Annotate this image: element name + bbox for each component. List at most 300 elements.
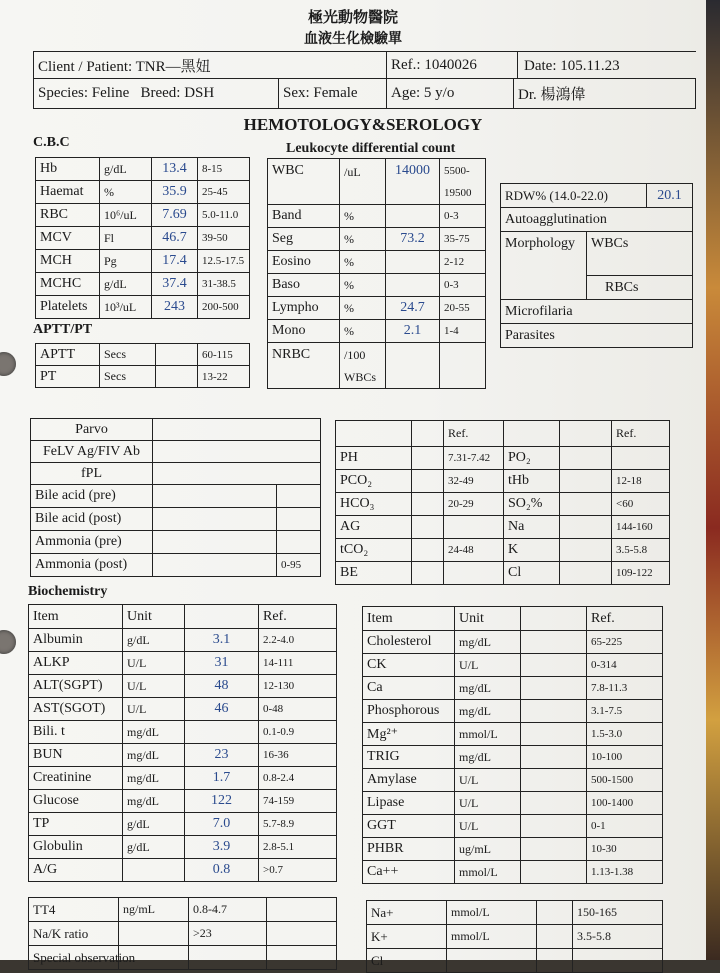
bottom-row [29,946,337,970]
biochem-row [29,675,337,698]
serology-item: Parvo [31,419,153,441]
biochem-value [521,746,587,769]
gas-item: K [504,539,560,562]
biochem-item: GGT [363,815,455,838]
bottom-ref [573,949,663,973]
bile-ref [277,485,321,508]
biochem-row [29,698,337,721]
cbc-value: 46.7 [152,227,198,250]
biochem-unit: U/L [123,652,185,675]
cbc-item: RBC [36,204,100,227]
gas-h-value2 [560,421,612,447]
leuko-unit: % [340,205,386,228]
coag-unit: Secs [100,366,156,388]
biochem-value [521,838,587,861]
cbc-ref: 12.5-17.5 [198,250,250,273]
biochem-unit: U/L [455,769,521,792]
gas-item: BE [336,562,412,585]
biochem-value [521,861,587,884]
biochem-left-table [28,604,337,882]
biochem-row [29,629,337,652]
cbc-row [36,273,250,296]
biochem-item: Amylase [363,769,455,792]
report-date: Date: 105.11.23 [517,52,695,78]
biochem-ref: 12-130 [259,675,337,698]
bottom-row [29,898,337,922]
bottom-item: Na/K ratio [29,922,119,946]
bottom-item: K+ [367,925,447,949]
gas-item: PO₂ [504,447,560,470]
gas-ref [612,447,670,470]
serology-result [153,441,321,463]
biochem-ref: 0-314 [587,654,663,677]
serology-table [30,418,321,577]
biochem-row [29,744,337,767]
rdw-value: 20.1 [647,184,693,208]
coag-unit: Secs [100,344,156,366]
biochem-ref: 5.7-8.9 [259,813,337,836]
biochem-item: Globulin [29,836,123,859]
serology-item: fPL [31,463,153,485]
gas-item: SO₂% [504,493,560,516]
leuko-unit: % [340,320,386,343]
bile-value [153,531,277,554]
bile-ref [277,508,321,531]
bottom-right-table [366,900,663,973]
biochem-item: BUN [29,744,123,767]
bile-item: Ammonia (pre) [31,531,153,554]
bottom-value [267,898,337,922]
biochem-item: A/G [29,859,123,882]
coag-ref: 60-115 [198,344,250,366]
biochem-ref: 3.1-7.5 [587,700,663,723]
species-breed [34,79,279,109]
biochem-item: ALT(SGPT) [29,675,123,698]
bottom-value [537,925,573,949]
nrbc-item: NRBC [268,343,340,389]
wbc-value: 14000 [386,159,440,205]
coag-item: PT [36,366,100,388]
biochem-item: TRIG [363,746,455,769]
biochem-unit: U/L [123,675,185,698]
serology-row [31,463,321,485]
coag-row [36,366,250,388]
bottom-item: Na+ [367,901,447,925]
nrbc-value [386,343,440,389]
cbc-unit: g/dL [100,273,152,296]
biochem-h-item: Item [363,607,455,631]
gas-value [412,562,444,585]
bottom-unit [119,922,189,946]
biochem-header [363,607,663,631]
gas-value [412,539,444,562]
serology-result [153,463,321,485]
ref-number: Ref.: 1040026 [387,52,696,79]
gas-ref: 3.5-5.8 [612,539,670,562]
bile-value [153,485,277,508]
biochem-h-value [521,607,587,631]
cbc-ref: 8-15 [198,158,250,181]
biochem-value: 31 [185,652,259,675]
biochem-unit [123,859,185,882]
biochem-item: Lipase [363,792,455,815]
biochem-item: Ca [363,677,455,700]
biochem-unit: mg/dL [455,746,521,769]
bloodgas-table [335,420,670,585]
leuko-ref: 2-12 [440,251,486,274]
cbc-ref: 31-38.5 [198,273,250,296]
gas-value [560,562,612,585]
leuko-value [386,205,440,228]
gas-value [560,516,612,539]
gas-h-value [412,421,444,447]
cbc-row [36,250,250,273]
leuko-row [268,228,486,251]
biochem-value [521,792,587,815]
nrbc-ref [440,343,486,389]
coag-row [36,344,250,366]
breed: Breed: DSH [140,85,215,101]
biochem-value: 7.0 [185,813,259,836]
bile-item: Bile acid (pre) [31,485,153,508]
biochem-ref: 14-111 [259,652,337,675]
biochem-value [521,631,587,654]
biochem-ref: 0.8-2.4 [259,767,337,790]
coag-table [35,343,250,388]
biochem-row [29,813,337,836]
biochem-value [521,700,587,723]
cbc-item: Haemat [36,181,100,204]
nrbc-unit [340,343,386,389]
biochem-item: CK [363,654,455,677]
biochem-h-unit: Unit [455,607,521,631]
leuko-ref: 20-55 [440,297,486,320]
wbc-ref-low: 5500- [444,164,470,177]
biochem-value [185,721,259,744]
cbc-ref: 25-45 [198,181,250,204]
gas-value [560,493,612,516]
coag-heading: APTT/PT [33,322,93,337]
leuko-item: Baso [268,274,340,297]
biochem-unit: mmol/L [455,723,521,746]
biochem-row [363,631,663,654]
bile-ref: 0-95 [277,554,321,577]
biochem-unit: mg/dL [455,677,521,700]
gas-ref [444,562,504,585]
cbc-item: Hb [36,158,100,181]
leuko-ref: 1-4 [440,320,486,343]
leuko-item: Mono [268,320,340,343]
biochem-ref: 2.2-4.0 [259,629,337,652]
gas-item: tHb [504,470,560,493]
leuko-unit: % [340,274,386,297]
biochem-row [29,652,337,675]
biochem-h-ref: Ref. [587,607,663,631]
biochem-ref: 0-1 [587,815,663,838]
rdw-label: RDW% (14.0-22.0) [501,184,647,208]
gas-item: HCO₃ [336,493,412,516]
main-title: HEMOTOLOGY&SEROLOGY [243,115,483,134]
gas-ref: 12-18 [612,470,670,493]
cbc-value: 17.4 [152,250,198,273]
leuko-row [268,297,486,320]
bottom-unit: mmol/L [447,901,537,925]
leuko-item: Eosino [268,251,340,274]
doctor: Dr. 楊鴻偉 [514,79,696,109]
leuko-value: 24.7 [386,297,440,320]
species: Species: Feline [38,85,130,101]
biochem-unit: mg/dL [123,790,185,813]
biochem-right-table [362,606,663,884]
biochem-ref: 7.8-11.3 [587,677,663,700]
leuko-unit: % [340,251,386,274]
biochem-item: PHBR [363,838,455,861]
cbc-unit: Pg [100,250,152,273]
biochem-ref: 1.5-3.0 [587,723,663,746]
gas-h-item2 [504,421,560,447]
gas-h-item [336,421,412,447]
form-title: 血液生化檢驗單 [304,32,402,47]
biochem-ref: 2.8-5.1 [259,836,337,859]
biochem-unit: U/L [455,792,521,815]
cbc-ref: 5.0-11.0 [198,204,250,227]
biochem-value [521,677,587,700]
bile-value [153,554,277,577]
gas-ref: 32-49 [444,470,504,493]
gas-ref: <60 [612,493,670,516]
biochem-unit: g/dL [123,836,185,859]
gas-value [560,447,612,470]
biochem-row [363,838,663,861]
bottom-value [537,949,573,973]
cbc-row [36,227,250,250]
wbc-ref [440,159,486,205]
biochem-row [363,815,663,838]
morphology-label: Morphology [501,232,587,300]
bottom-item: Special observation [29,946,119,970]
biochem-h-ref: Ref. [259,605,337,629]
coag-item: APTT [36,344,100,366]
gas-value [560,539,612,562]
rdw-table [500,183,693,348]
biochem-item: Bili. t [29,721,123,744]
gas-h-ref: Ref. [444,421,504,447]
gas-h-ref2: Ref. [612,421,670,447]
biochem-ref: 10-30 [587,838,663,861]
biochem-header [29,605,337,629]
biochem-value [521,723,587,746]
gas-value [412,493,444,516]
bloodgas-row [336,562,670,585]
biochem-row [363,769,663,792]
biochem-item: TP [29,813,123,836]
gas-value [412,470,444,493]
biochem-ref: >0.7 [259,859,337,882]
cbc-heading: C.B.C [33,135,70,150]
biochem-unit: mg/dL [123,767,185,790]
biochem-unit: ug/mL [455,838,521,861]
morphology-rbcs: RBCs [587,276,693,300]
gas-ref: 24-48 [444,539,504,562]
leuko-value: 73.2 [386,228,440,251]
bottom-ref: >23 [189,922,267,946]
biochem-ref: 500-1500 [587,769,663,792]
leuko-value [386,251,440,274]
biochem-ref: 0-48 [259,698,337,721]
biochem-row [363,654,663,677]
leuko-row [268,274,486,297]
wbc-item: WBC [268,159,340,205]
cbc-row [36,296,250,319]
biochem-item: AST(SGOT) [29,698,123,721]
biochem-unit: U/L [455,654,521,677]
bile-value [153,508,277,531]
serology-result [153,419,321,441]
biochem-value: 122 [185,790,259,813]
biochem-row [29,790,337,813]
biochem-unit: U/L [455,815,521,838]
cbc-value: 13.4 [152,158,198,181]
biochem-unit: mg/dL [455,631,521,654]
gas-item: PH [336,447,412,470]
cbc-ref: 39-50 [198,227,250,250]
biochem-value [521,815,587,838]
cbc-item: Platelets [36,296,100,319]
wbc-row [268,159,486,205]
bottom-unit: ng/mL [119,898,189,922]
bottom-ref: 0.8-4.7 [189,898,267,922]
biochem-row [29,721,337,744]
biochem-row [363,792,663,815]
bottom-value [537,901,573,925]
biochem-ref: 0.1-0.9 [259,721,337,744]
cbc-row [36,181,250,204]
gas-value [560,470,612,493]
bile-item: Ammonia (post) [31,554,153,577]
leuko-unit: % [340,228,386,251]
cbc-unit: g/dL [100,158,152,181]
cbc-table [35,157,250,319]
biochem-unit: mg/dL [455,700,521,723]
biochem-value: 3.9 [185,836,259,859]
biochem-item: Mg²⁺ [363,723,455,746]
leuko-ref: 35-75 [440,228,486,251]
biochem-item: Phosphorous [363,700,455,723]
bloodgas-row [336,516,670,539]
bottom-item: TT4 [29,898,119,922]
biochem-h-value [185,605,259,629]
cbc-item: MCV [36,227,100,250]
cbc-value: 35.9 [152,181,198,204]
biochem-ref: 65-225 [587,631,663,654]
biochem-row [363,677,663,700]
leuko-item: Seg [268,228,340,251]
nrbc-unit-top: /100 [344,347,366,362]
bottom-row [367,901,663,925]
leuko-table [267,158,486,389]
serology-row [31,441,321,463]
autoagglutination-label: Autoagglutination [501,208,693,232]
gas-ref: 109-122 [612,562,670,585]
cbc-item: MCHC [36,273,100,296]
biochem-value: 0.8 [185,859,259,882]
cbc-value: 37.4 [152,273,198,296]
biochem-unit: g/dL [123,629,185,652]
cbc-ref: 200-500 [198,296,250,319]
gas-item: tCO₂ [336,539,412,562]
biochem-row [363,861,663,884]
biochem-unit: mmol/L [455,861,521,884]
bile-row [31,531,321,554]
gas-ref: 20-29 [444,493,504,516]
cbc-unit: Fl [100,227,152,250]
hospital-name: 極光動物醫院 [307,10,398,26]
biochem-value: 46 [185,698,259,721]
biochem-heading: Biochemistry [28,584,108,599]
cbc-row [36,158,250,181]
biochem-unit: mg/dL [123,744,185,767]
biochem-row [363,723,663,746]
bottom-ref: 3.5-5.8 [573,925,663,949]
biochem-row [29,859,337,882]
biochem-item: Creatinine [29,767,123,790]
serology-row [31,419,321,441]
biochem-ref: 100-1400 [587,792,663,815]
bile-row [31,508,321,531]
bottom-unit [447,949,537,973]
gas-ref: 7.31-7.42 [444,447,504,470]
biochem-item: Glucose [29,790,123,813]
biochem-value [521,769,587,792]
client-patient: Client / Patient: TNR—黑妞 [34,52,387,79]
cbc-unit: % [100,181,152,204]
leuko-ref: 0-3 [440,205,486,228]
wbc-unit: /uL [340,159,386,205]
biochem-item: ALKP [29,652,123,675]
gas-item: Na [504,516,560,539]
age: Age: 5 y/o [387,79,514,109]
biochem-ref: 10-100 [587,746,663,769]
biochem-ref: 1.13-1.38 [587,861,663,884]
cbc-unit: 10³/uL [100,296,152,319]
biochem-item: Albumin [29,629,123,652]
bottom-unit: mmol/L [447,925,537,949]
gas-value [412,447,444,470]
bottom-left-table [28,897,337,970]
bile-item: Bile acid (post) [31,508,153,531]
bottom-row [29,922,337,946]
biochem-ref: 74-159 [259,790,337,813]
serology-item: FeLV Ag/FIV Ab [31,441,153,463]
biochem-item: Ca++ [363,861,455,884]
bottom-ref [189,946,267,970]
biochem-value: 1.7 [185,767,259,790]
gas-ref: 144-160 [612,516,670,539]
biochem-item: Cholesterol [363,631,455,654]
coag-ref: 13-22 [198,366,250,388]
microfilaria-label: Microfilaria [501,300,693,324]
bloodgas-row [336,539,670,562]
leuko-row [268,205,486,228]
cbc-row [36,204,250,227]
biochem-value: 23 [185,744,259,767]
bloodgas-row [336,470,670,493]
biochem-h-item: Item [29,605,123,629]
leuko-item: Band [268,205,340,228]
gas-item: Cl [504,562,560,585]
biochem-unit: g/dL [123,813,185,836]
biochem-row [363,700,663,723]
